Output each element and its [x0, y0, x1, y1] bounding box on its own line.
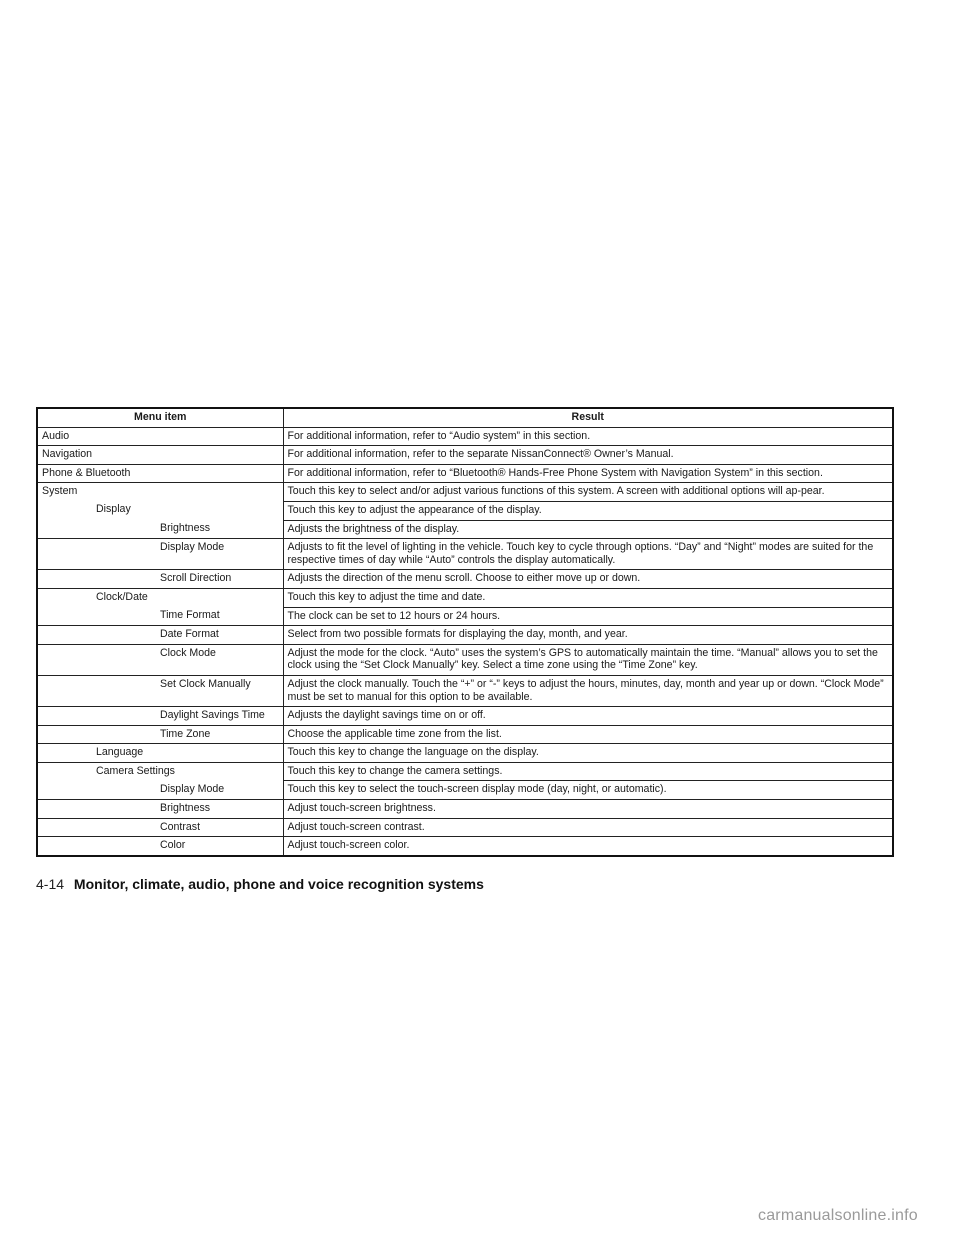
menu-item-label: Set Clock Manually: [160, 677, 251, 690]
menu-item-label: Phone & Bluetooth: [42, 466, 131, 479]
table-row: [37, 539, 893, 570]
table-row: [37, 707, 893, 726]
table-row: [37, 837, 893, 856]
result-cell: Touch this key to change the language on the display.: [283, 744, 893, 763]
menu-item-cell: [37, 707, 283, 726]
menu-item-cell: [37, 464, 283, 483]
result-cell: Adjusts the brightness of the display.: [283, 520, 893, 539]
result-cell: Adjust touch-screen contrast.: [283, 818, 893, 837]
table-row: [37, 446, 893, 465]
menu-item-label: Time Format: [160, 609, 220, 622]
result-cell: Touch this key to adjust the appearance of the display.: [283, 501, 893, 520]
result-cell: Adjust touch-screen color.: [283, 837, 893, 856]
menu-item-label: Display Mode: [160, 541, 225, 554]
table-row: [37, 501, 893, 520]
watermark-text: carmanualsonline.info: [758, 1207, 918, 1224]
menu-item-label: System: [42, 485, 78, 498]
menu-item-cell: [37, 725, 283, 744]
menu-item-cell: [37, 446, 283, 465]
menu-item-cell: [37, 483, 283, 502]
menu-item-cell: [37, 607, 283, 626]
menu-item-label: Brightness: [160, 802, 211, 815]
menu-item-cell: [37, 427, 283, 446]
table-row: [37, 626, 893, 645]
menu-item-cell: [37, 626, 283, 645]
table-row: [37, 818, 893, 837]
menu-item-label: Daylight Savings Time: [160, 709, 265, 722]
header-menu-item: Menu item: [37, 408, 283, 427]
menu-item-label: Clock/Date: [96, 590, 148, 603]
result-cell: Adjust touch-screen brightness.: [283, 800, 893, 819]
table-row: [37, 800, 893, 819]
table-row: [37, 607, 893, 626]
menu-item-label: Date Format: [160, 628, 219, 641]
menu-item-label: Camera Settings: [96, 764, 175, 777]
menu-item-cell: [37, 644, 283, 675]
menu-item-label: Display Mode: [160, 782, 225, 795]
result-cell: Adjust the clock manually. Touch the “+” or “-” keys to adjust the hours, minutes, day, month and year up or down. “Clock Mode” must be set to manual for this option to be available.: [283, 675, 893, 706]
result-cell: For additional information, refer to the separate NissanConnect® Owner’s Manual.: [283, 446, 893, 465]
result-cell: Touch this key to select the touch-screen display mode (day, night, or automatic).: [283, 781, 893, 800]
menu-item-cell: [37, 501, 283, 520]
menu-item-cell: [37, 588, 283, 607]
result-cell: Select from two possible formats for displaying the day, month, and year.: [283, 626, 893, 645]
result-cell: For additional information, refer to “Audio system” in this section.: [283, 427, 893, 446]
menu-item-label: Brightness: [160, 522, 211, 535]
menu-item-label: Audio: [42, 429, 70, 442]
menu-item-cell: [37, 520, 283, 539]
chapter-title: Monitor, climate, audio, phone and voice recognition systems: [73, 876, 484, 892]
menu-item-cell: [37, 539, 283, 570]
table-row: [37, 427, 893, 446]
result-cell: The clock can be set to 12 hours or 24 hours.: [283, 607, 893, 626]
table-body: [37, 427, 893, 856]
result-cell: Touch this key to change the camera settings.: [283, 762, 893, 781]
header-result: Result: [283, 408, 893, 427]
menu-item-label: Display: [96, 503, 131, 516]
table-row: [37, 744, 893, 763]
menu-item-cell: [37, 744, 283, 763]
table-row: [37, 570, 893, 589]
page-footer: [36, 876, 484, 892]
table-row: [37, 464, 893, 483]
menu-item-label: Navigation: [42, 448, 93, 461]
table-row: [37, 644, 893, 675]
result-cell: Adjust the mode for the clock. “Auto” uses the system’s GPS to automatically maintain the time. “Manual” allows you to set the clock using the “Set Clock Manually” key. Select a time zone using the “Time Zone” key.: [283, 644, 893, 675]
table-row: [37, 781, 893, 800]
menu-item-cell: [37, 570, 283, 589]
menu-item-label: Clock Mode: [160, 646, 216, 659]
result-cell: Touch this key to select and/or adjust various functions of this system. A screen with additional options will ap-pear.: [283, 483, 893, 502]
result-cell: Adjusts the daylight savings time on or off.: [283, 707, 893, 726]
table-row: [37, 520, 893, 539]
menu-item-cell: [37, 818, 283, 837]
menu-item-cell: [37, 762, 283, 781]
menu-item-label: Color: [160, 839, 186, 852]
menu-item-cell: [37, 675, 283, 706]
result-cell: For additional information, refer to “Bluetooth® Hands-Free Phone System with Navigation System” in this section.: [283, 464, 893, 483]
menu-item-cell: [37, 837, 283, 856]
table-row: [37, 725, 893, 744]
menu-item-label: Contrast: [160, 820, 201, 833]
table-row: [37, 483, 893, 502]
result-cell: Adjusts the direction of the menu scroll. Choose to either move up or down.: [283, 570, 893, 589]
result-cell: Adjusts to fit the level of lighting in the vehicle. Touch key to cycle through options. “Day” and “Night” modes are suited for the respective times of day while “Auto” controls the display automatically.: [283, 539, 893, 570]
result-cell: Touch this key to adjust the time and date.: [283, 588, 893, 607]
page-number: 4-14: [36, 876, 65, 892]
table-row: [37, 762, 893, 781]
menu-item-cell: [37, 781, 283, 800]
menu-item-label: Time Zone: [160, 727, 211, 740]
menu-item-cell: [37, 800, 283, 819]
table-row: [37, 588, 893, 607]
result-cell: Choose the applicable time zone from the list.: [283, 725, 893, 744]
menu-item-label: Scroll Direction: [160, 572, 232, 585]
menu-item-label: Language: [96, 746, 144, 759]
table-header-row: [37, 408, 893, 427]
menu-settings-table: [36, 407, 894, 857]
table-row: [37, 675, 893, 706]
